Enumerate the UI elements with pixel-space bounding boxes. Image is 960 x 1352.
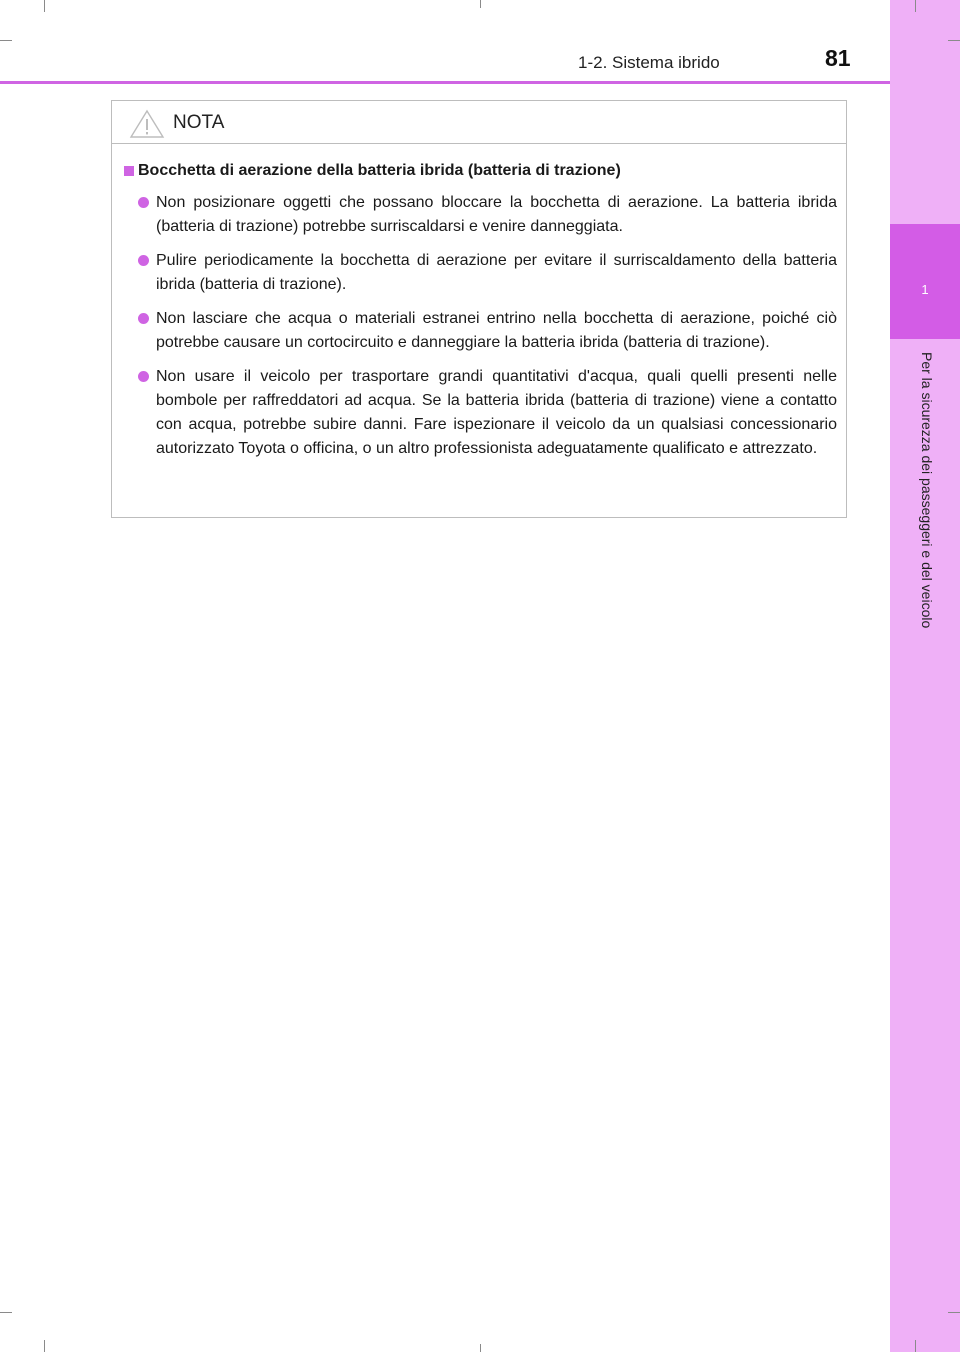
crop-mark <box>44 0 45 12</box>
crop-mark <box>948 1312 960 1313</box>
crop-mark <box>0 1312 12 1313</box>
square-bullet-icon <box>124 166 134 176</box>
note-header <box>112 101 846 144</box>
note-section-title <box>124 160 837 182</box>
page-number: 81 <box>825 45 851 71</box>
list-item <box>124 191 837 239</box>
list-item-text: Pulire periodicamente la bocchetta di aerazione per evitare il surriscaldamento della batteria ibrida (batteria di trazione). <box>156 252 837 293</box>
warning-triangle-icon <box>129 109 165 139</box>
crop-mark <box>915 0 916 12</box>
header-rule <box>0 81 890 84</box>
note-body <box>112 144 846 461</box>
list-item <box>124 307 837 355</box>
list-item-text: Non posizionare oggetti che possano bloccare la bocchetta di aerazione. La batteria ibrida (batteria di trazione) potrebbe surriscaldarsi e venire danneggiata. <box>156 194 837 235</box>
crop-mark <box>915 1340 916 1352</box>
chapter-number: 1 <box>921 282 929 297</box>
note-section-title-text: Bocchetta di aerazione della batteria ibrida (batteria di trazione) <box>138 162 621 179</box>
bullet-dot-icon <box>138 371 149 382</box>
bullet-dot-icon <box>138 255 149 266</box>
note-box <box>111 100 847 518</box>
list-item <box>124 249 837 297</box>
chapter-title: Per la sicurezza dei passeggeri e del veicolo <box>919 352 935 629</box>
section-header: 1-2. Sistema ibrido <box>578 53 720 72</box>
crop-mark <box>0 40 12 41</box>
bullet-dot-icon <box>138 197 149 208</box>
crop-mark <box>948 40 960 41</box>
crop-mark <box>44 1340 45 1352</box>
list-item-text: Non usare il veicolo per trasportare grandi quantitativi d'acqua, quali quelli presenti nelle bombole per raffreddatori ad acqua. Se la batteria ibrida (batteria di trazione) viene a contatto con acqua, potrebbe subire danni. Fare ispezionare il veicolo da un qualsiasi concessionario autorizzato Toyota o officina, o un altro professionista adeguatamente qualificato e attrezzato. <box>156 368 837 457</box>
list-item-text: Non lasciare che acqua o materiali estranei entrino nella bocchetta di aerazione, poiché ciò potrebbe causare un cortocircuito e danneggiare la batteria ibrida (batteria di trazione). <box>156 310 837 351</box>
bullet-dot-icon <box>138 313 149 324</box>
list-item <box>124 365 837 461</box>
note-label: NOTA <box>173 112 225 133</box>
crop-mark <box>480 0 481 8</box>
crop-mark <box>480 1344 481 1352</box>
